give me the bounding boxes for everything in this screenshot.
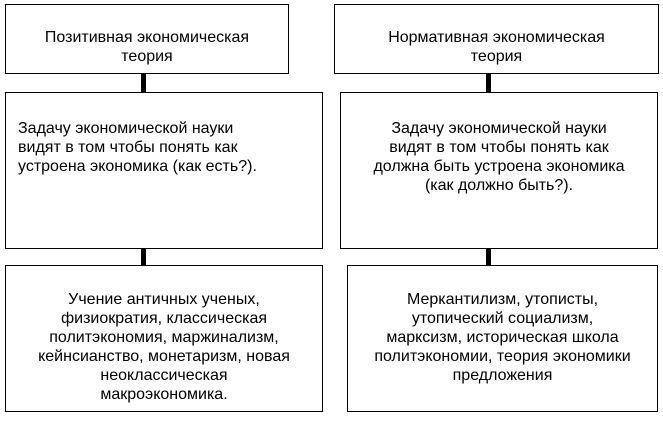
- right-connector-bottom: [486, 249, 491, 265]
- left-connector-bottom: [141, 249, 146, 265]
- left-connector-top: [141, 74, 146, 92]
- positive-theory-schools-box: [5, 265, 323, 412]
- positive-theory-title-box: [5, 4, 289, 74]
- positive-theory-task-box: [5, 92, 323, 249]
- normative-theory-schools-box: [347, 265, 658, 412]
- normative-theory-task-box: [340, 92, 658, 249]
- normative-theory-title-box: [334, 4, 659, 74]
- positive-theory-schools: Учение античных ученых, физиократия, классическая политэкономия, маржинализм, кейнсианство, монетаризм, новая неоклассическая макроэкономика.: [38, 291, 290, 403]
- normative-theory-title: Нормативная экономическая теория: [388, 29, 605, 65]
- positive-theory-title: Позитивная экономическая теория: [44, 29, 250, 65]
- normative-theory-task: Задачу экономической науки видят в том чтобы понять как должна быть устроена экономика (как должно быть?).: [373, 120, 625, 194]
- normative-theory-schools: Меркантилизм, утописты, утопический социализм, марксизм, историческая школа политэкономии, теория экономики предложения: [374, 291, 631, 384]
- positive-theory-task: Задачу экономической науки видят в том чтобы понять как устроена экономика (как есть?).: [18, 120, 257, 175]
- right-connector-top: [486, 74, 491, 92]
